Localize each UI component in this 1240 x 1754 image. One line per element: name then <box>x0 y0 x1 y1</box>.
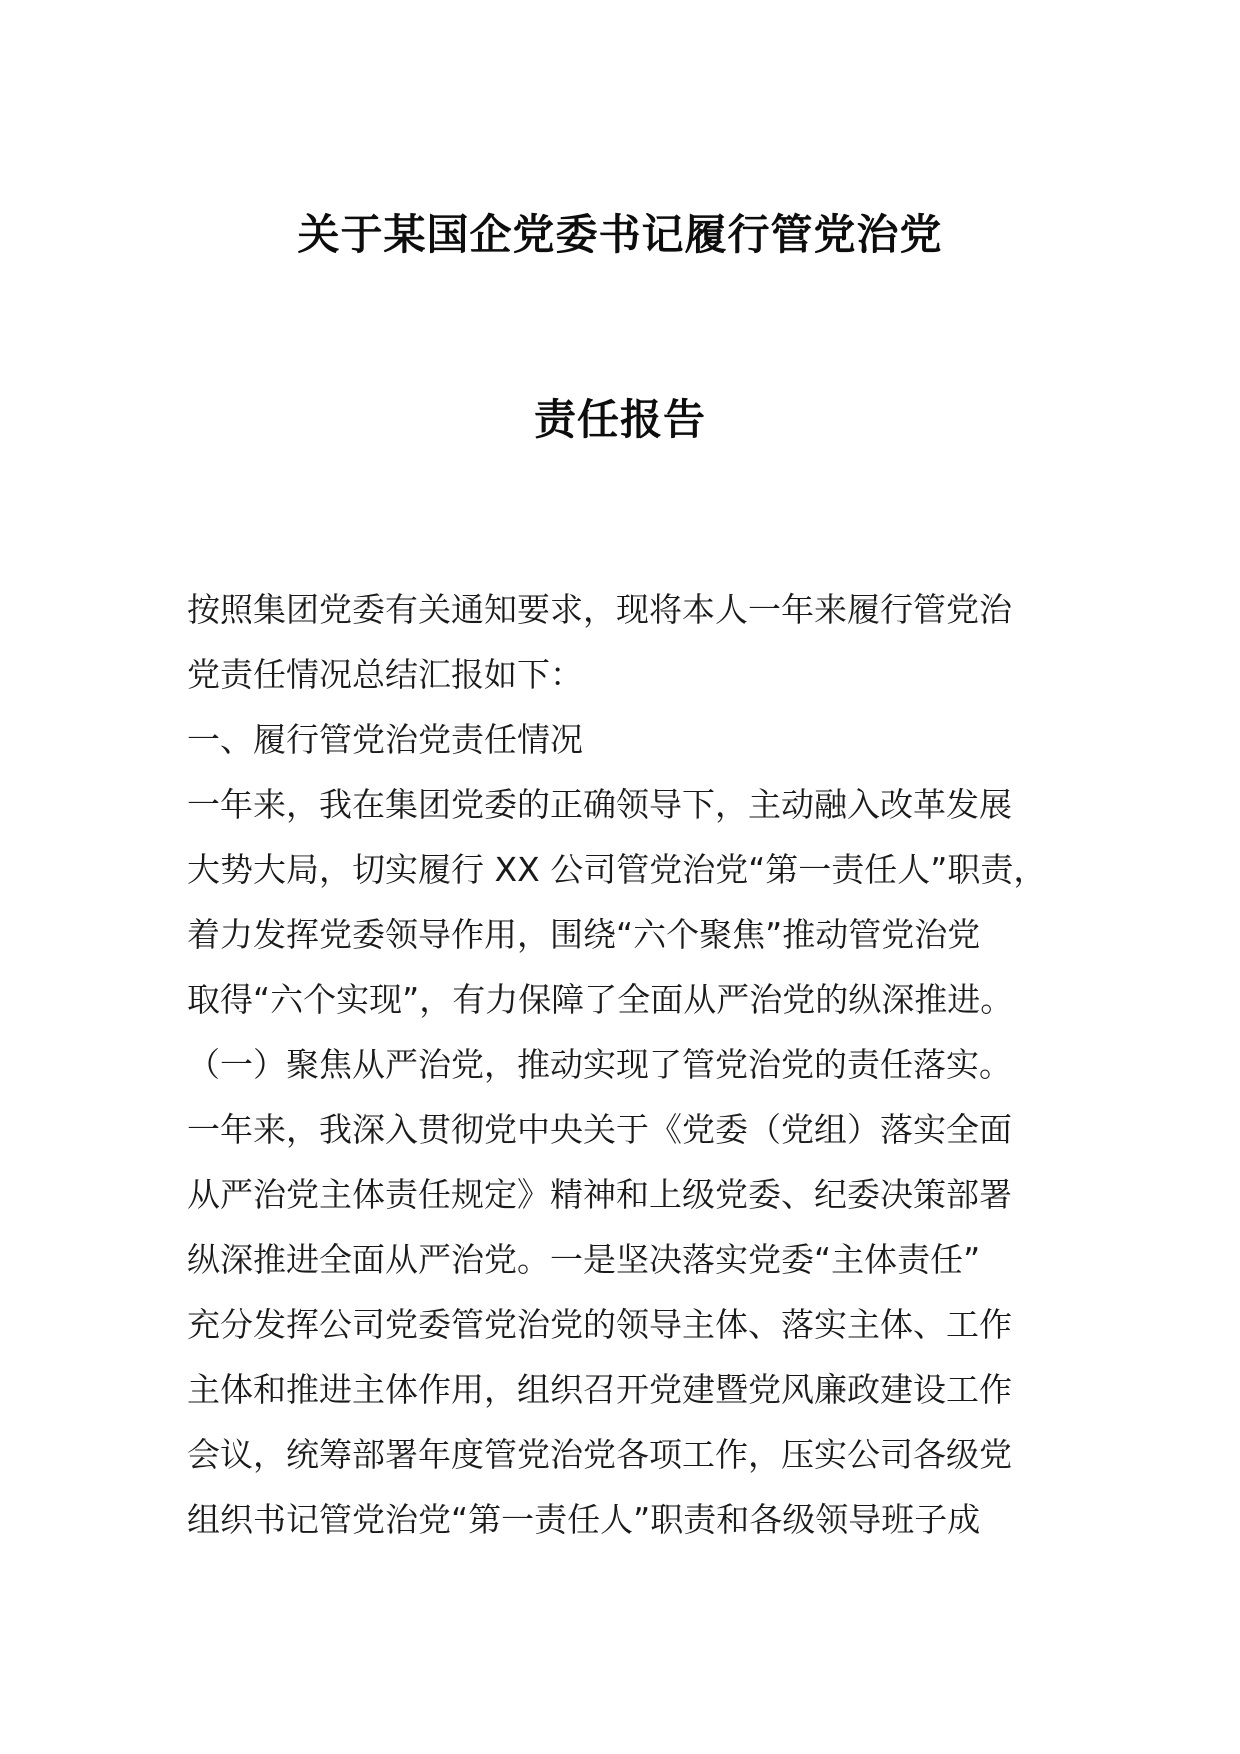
body-line: 按照集团党委有关通知要求，现将本人一年来履行管党治 <box>187 590 1012 629</box>
body-line: 党责任情况总结汇报如下： <box>187 655 583 694</box>
body-line: 组织书记管党治党“第一责任人”职责和各级领导班子成 <box>187 1500 981 1539</box>
body-line: 纵深推进全面从严治党。一是坚决落实党委“主体责任” <box>187 1240 981 1279</box>
document-title-line-2: 责任报告 <box>533 395 706 444</box>
body-line: 一年来，我在集团党委的正确领导下，主动融入改革发展 <box>187 785 1012 824</box>
document-body <box>187 577 1087 1552</box>
subsection-heading: （一）聚焦从严治党，推动实现了管党治党的责任落实。 <box>187 1045 1012 1084</box>
body-line: 着力发挥党委领导作用，围绕“六个聚焦”推动管党治党 <box>187 915 981 954</box>
body-line: 取得“六个实现”，有力保障了全面从严治党的纵深推进。 <box>187 980 1014 1019</box>
document-title-line-1: 关于某国企党委书记履行管党治党 <box>297 210 943 259</box>
body-line: 会议，统筹部署年度管党治党各项工作，压实公司各级党 <box>187 1435 1012 1474</box>
body-line: 大势大局，切实履行 XX 公司管党治党“第一责任人”职责， <box>187 850 1047 889</box>
body-line: 从严治党主体责任规定》精神和上级党委、纪委决策部署 <box>187 1175 1012 1214</box>
body-line: 充分发挥公司党委管党治党的领导主体、落实主体、工作 <box>187 1305 1012 1344</box>
body-line: 一年来，我深入贯彻党中央关于《党委（党组）落实全面 <box>187 1110 1012 1149</box>
section-heading: 一、履行管党治党责任情况 <box>187 720 583 759</box>
body-line: 主体和推进主体作用，组织召开党建暨党风廉政建设工作 <box>187 1370 1012 1409</box>
